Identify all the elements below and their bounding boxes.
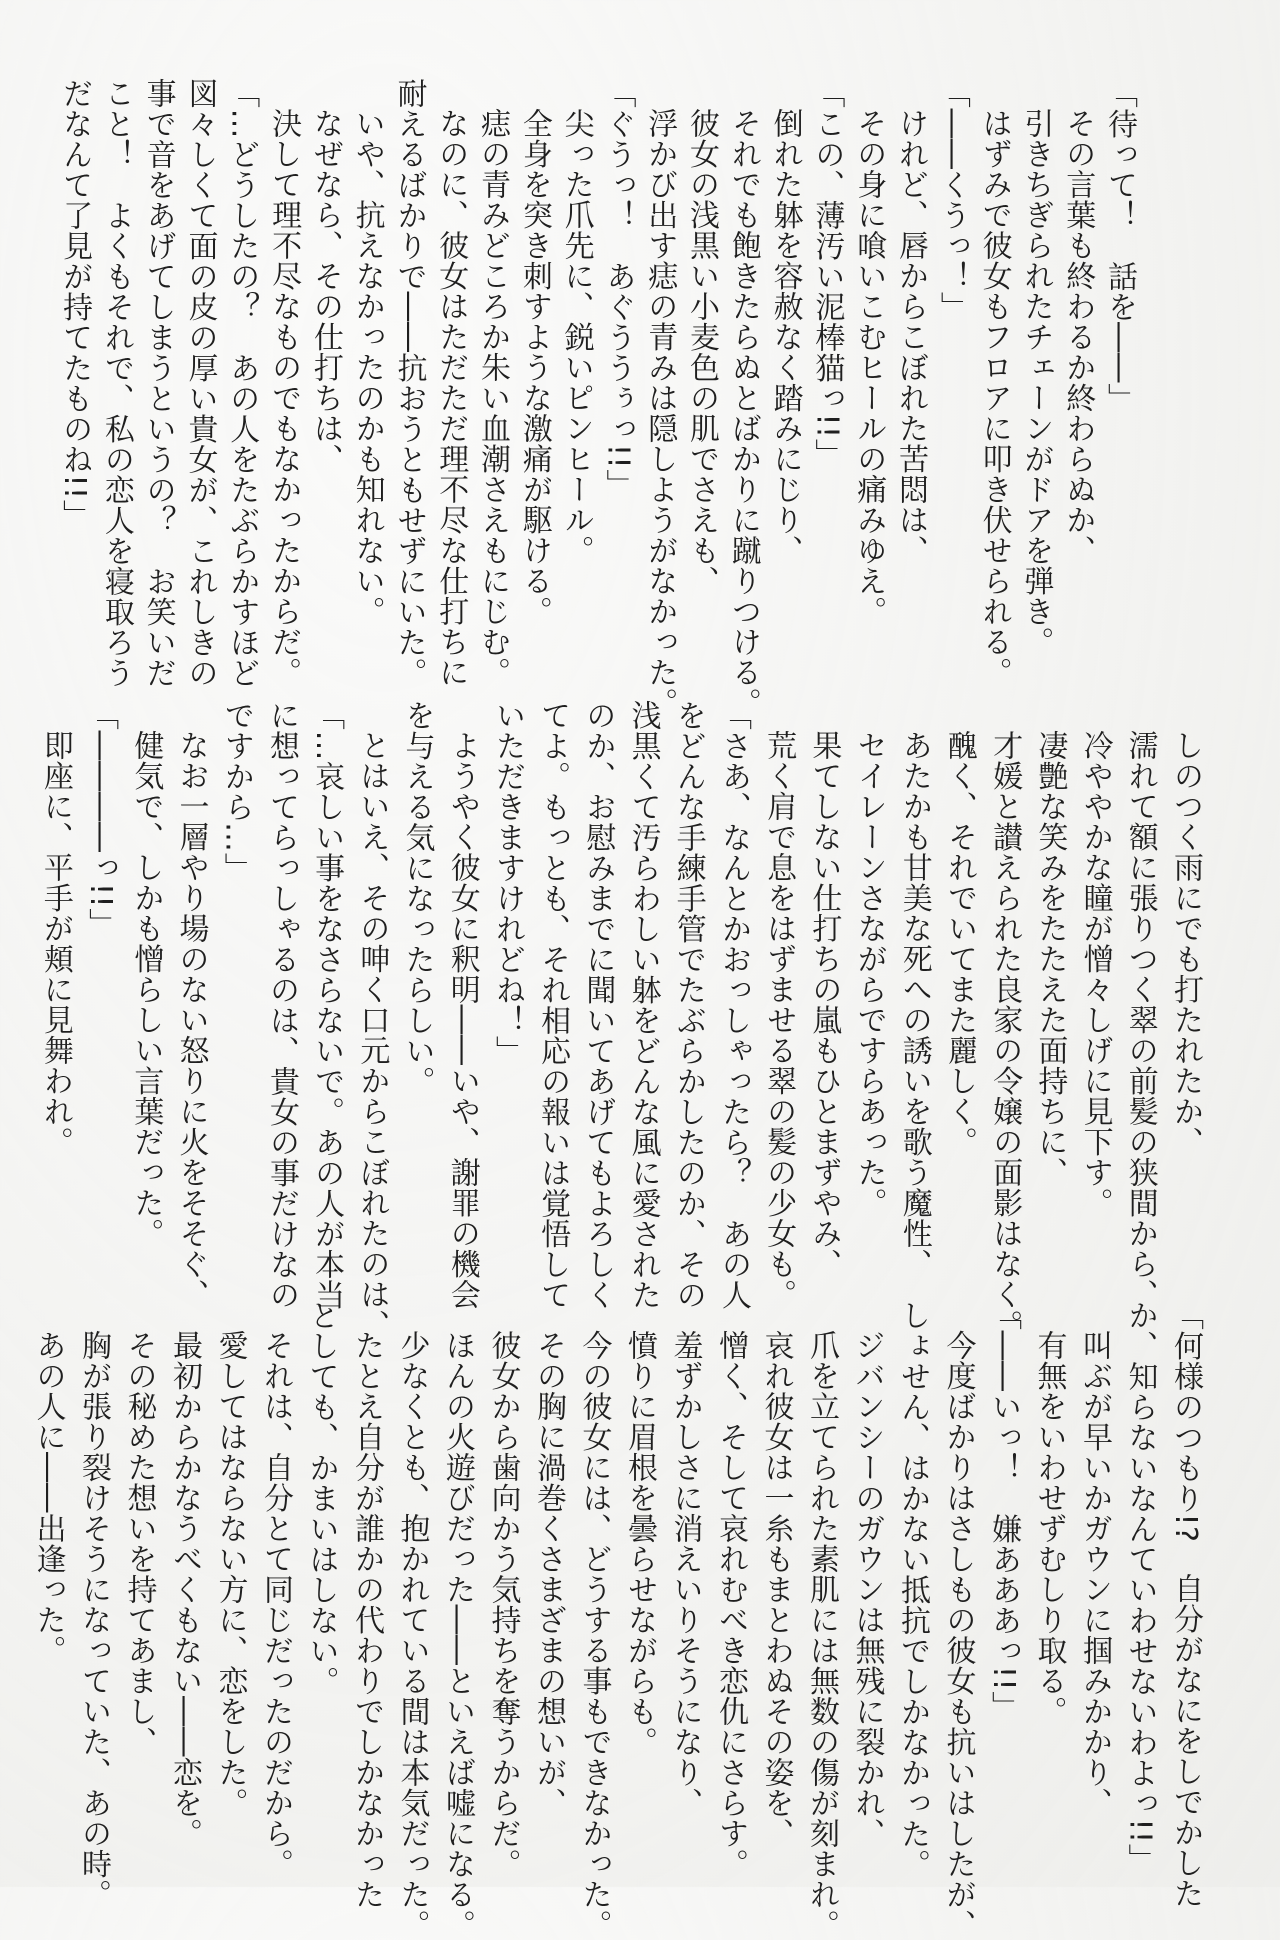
text-column: 「…どうしたの？ あの人をたぶらかすほど (224, 78, 260, 688)
text-column: 「――くうっ！」 (934, 78, 970, 322)
text-column: 「さあ、なんとかおっしゃったら？ あの人 (715, 700, 751, 1310)
text-column: 果てしない仕打ちの嵐もひとまずやみ、 (806, 730, 842, 1279)
text-column: 「ぐうっ！ あぐううぅっ!!」 (600, 78, 636, 500)
text-column: いや、抗えなかったのかも知れない。 (349, 108, 385, 627)
text-column: 図々しくて面の皮の厚い貴女が、これしきの (182, 78, 218, 688)
text-column: あの人に――出逢った。 (30, 1330, 66, 1666)
text-column: その胸に渦巻くさまざまの想いが、 (531, 1330, 566, 1818)
text-column: こと！ よくもそれで、私の恋人を寝取ろう (98, 78, 134, 688)
text-column: いただきますけれどね！」 (489, 700, 525, 1066)
text-column: その秘めた想いを持てあまし、 (121, 1330, 157, 1757)
text-column: か、知らないなんていわせないわよっ!!」 (1122, 1300, 1158, 1875)
text-column: 「――いっ！ 嫌あああっ!!」 (986, 1300, 1021, 1722)
text-column: 健気で、しかも憎らしい言葉だった。 (128, 730, 164, 1249)
text-column: だなんて了見が持てたものね!!」 (57, 78, 93, 531)
text-column: 引きちぎられたチェーンがドアを弾き。 (1018, 108, 1054, 657)
text-column: ほんの火遊びだった――といえば嘘になる。 (440, 1330, 475, 1940)
text-column: その身に喰いこむヒールの痛みゆえ。 (851, 108, 887, 627)
text-column: けれど、唇からこぼれた苦悶は、 (893, 108, 929, 566)
text-column: ようやく彼女に釈明――いや、謝罪の機会 (444, 730, 480, 1310)
text-column: 全身を突き刺すような激痛が駆ける。 (516, 108, 552, 627)
text-column: 彼女の浅黒い小麦色の肌でさえも、 (684, 108, 720, 596)
text-column: 叫ぶが早いかガウンに掴みかかり、 (1077, 1330, 1112, 1818)
text-column: はずみで彼女もフロアに叩き伏せられる。 (976, 108, 1012, 688)
text-column: 浮かび出す痣の青みは隠しようがなかった。 (642, 108, 678, 718)
text-column: 「何様のつもり!? 自分がなにをしでかした (1168, 1300, 1203, 1909)
text-column: 倒れた躰を容赦なく踏みにじり、 (767, 108, 803, 566)
text-column: てよ。もっとも、それ相応の報いは覚悟して (535, 700, 571, 1310)
text-column: それは、自分とて同じだったのだから。 (258, 1330, 293, 1879)
text-column: としても、かまいはしない。 (303, 1300, 339, 1697)
text-column: しょせん、はかない抵抗でしかなかった。 (895, 1300, 930, 1880)
text-column: 尖った爪先に、鋭いピンヒール。 (558, 108, 594, 566)
text-column: 憎く、そして哀れむべき恋仇にさらす。 (713, 1330, 748, 1879)
text-column: 最初からかなうべくもない――恋を。 (167, 1330, 202, 1849)
text-column: 痣の青みどころか朱い血潮さえもにじむ。 (475, 108, 511, 688)
text-column: 凄艶な笑みをたたえた面持ちに、 (1032, 730, 1068, 1188)
text-column: 「――――っ!!」 (83, 700, 119, 939)
text-column: 憤りに眉根を曇らせながらも。 (622, 1330, 657, 1757)
text-column: なのに、彼女はただただ理不尽な仕打ちに (433, 108, 469, 688)
text-column: をどんな手練手管でたぶらかしたのか、その (670, 700, 706, 1310)
text-column: セイレーンさながらですらあった。 (851, 730, 887, 1218)
text-band-middle (33, 700, 1208, 1340)
text-column: 濡れて額に張りつく翠の前髪の狭間から、 (1122, 730, 1158, 1310)
text-column: 「この、薄汚い泥棒猫っ!!」 (809, 78, 845, 470)
text-column: 即座に、平手が頬に見舞われ。 (37, 730, 73, 1157)
text-column: 彼女から歯向かう気持ちを奪うからだ。 (485, 1330, 521, 1879)
text-column: 荒く肩で息をはずませる翠の髪の少女も。 (761, 730, 797, 1310)
text-column: 哀れ彼女は一糸もまとわぬその姿を、 (758, 1330, 794, 1849)
text-column: 愛してはならない方に、恋をした。 (212, 1330, 248, 1818)
text-column: なお一層やり場のない怒りに火をそそぐ、 (173, 730, 209, 1310)
text-column: のか、お慰みまでに聞いてあげてもよろしく (580, 700, 616, 1310)
text-column: 「待って！ 話を――」 (1102, 78, 1137, 414)
text-column: を与える気になったらしい。 (399, 700, 435, 1097)
text-column: 醜く、それでいてまた麗しく。 (941, 730, 977, 1157)
text-column: 爪を立てられた素肌には無数の傷が刻まれ。 (804, 1330, 839, 1940)
text-column: 事で音をあげてしまうというの？ お笑いだ (140, 78, 176, 688)
text-band-top (53, 78, 1140, 718)
text-column: 今度ばかりはさしもの彼女も抗いはしたが、 (940, 1330, 976, 1940)
text-column: ジバンシーのガウンは無残に裂かれ、 (849, 1330, 885, 1849)
text-column: なぜなら、その仕打ちは、 (307, 108, 343, 474)
text-column: 有無をいわせずむしり取る。 (1031, 1330, 1067, 1727)
text-column: に想ってらっしゃるのは、貴女の事だけなの (263, 700, 299, 1310)
text-column: それでも飽きたらぬとばかりに蹴りつける。 (725, 108, 761, 718)
text-column: あたかも甘美な死への誘いを歌う魔性、 (896, 730, 932, 1279)
text-column: 羞ずかしさに消えいりそうになり、 (667, 1330, 703, 1818)
text-band-bottom (25, 1300, 1208, 1940)
text-column: 耐えるばかりで――抗おうともせずにいた。 (391, 78, 427, 688)
text-column: 決して理不尽なものでもなかったからだ。 (266, 108, 302, 688)
text-column: 冷ややかな瞳が憎々しげに見下す。 (1077, 730, 1113, 1218)
text-column: 才媛と讃えられた良家の令嬢の面影はなく。 (987, 730, 1023, 1340)
text-column: とはいえ、その呻く口元からこぼれたのは、 (354, 730, 390, 1340)
text-column: たとえ自分が誰かの代わりでしかなかった (349, 1330, 384, 1910)
text-column: 胸が張り裂けそうになっていた、あの時。 (76, 1330, 111, 1910)
text-column: 「…哀しい事をなさらないで。あの人が本当 (309, 700, 345, 1310)
text-column: ですから…」 (218, 700, 254, 883)
text-column: 少なくとも、抱かれている間は本気だった。 (394, 1330, 430, 1940)
text-column: しのつく雨にでも打たれたか、 (1168, 730, 1203, 1157)
text-column: 今の彼女には、どうする事もできなかった。 (576, 1330, 612, 1940)
text-column: 浅黒くて汚らわしい躰をどんな風に愛された (625, 700, 661, 1310)
text-column: その言葉も終わるか終わらぬか、 (1060, 108, 1096, 566)
